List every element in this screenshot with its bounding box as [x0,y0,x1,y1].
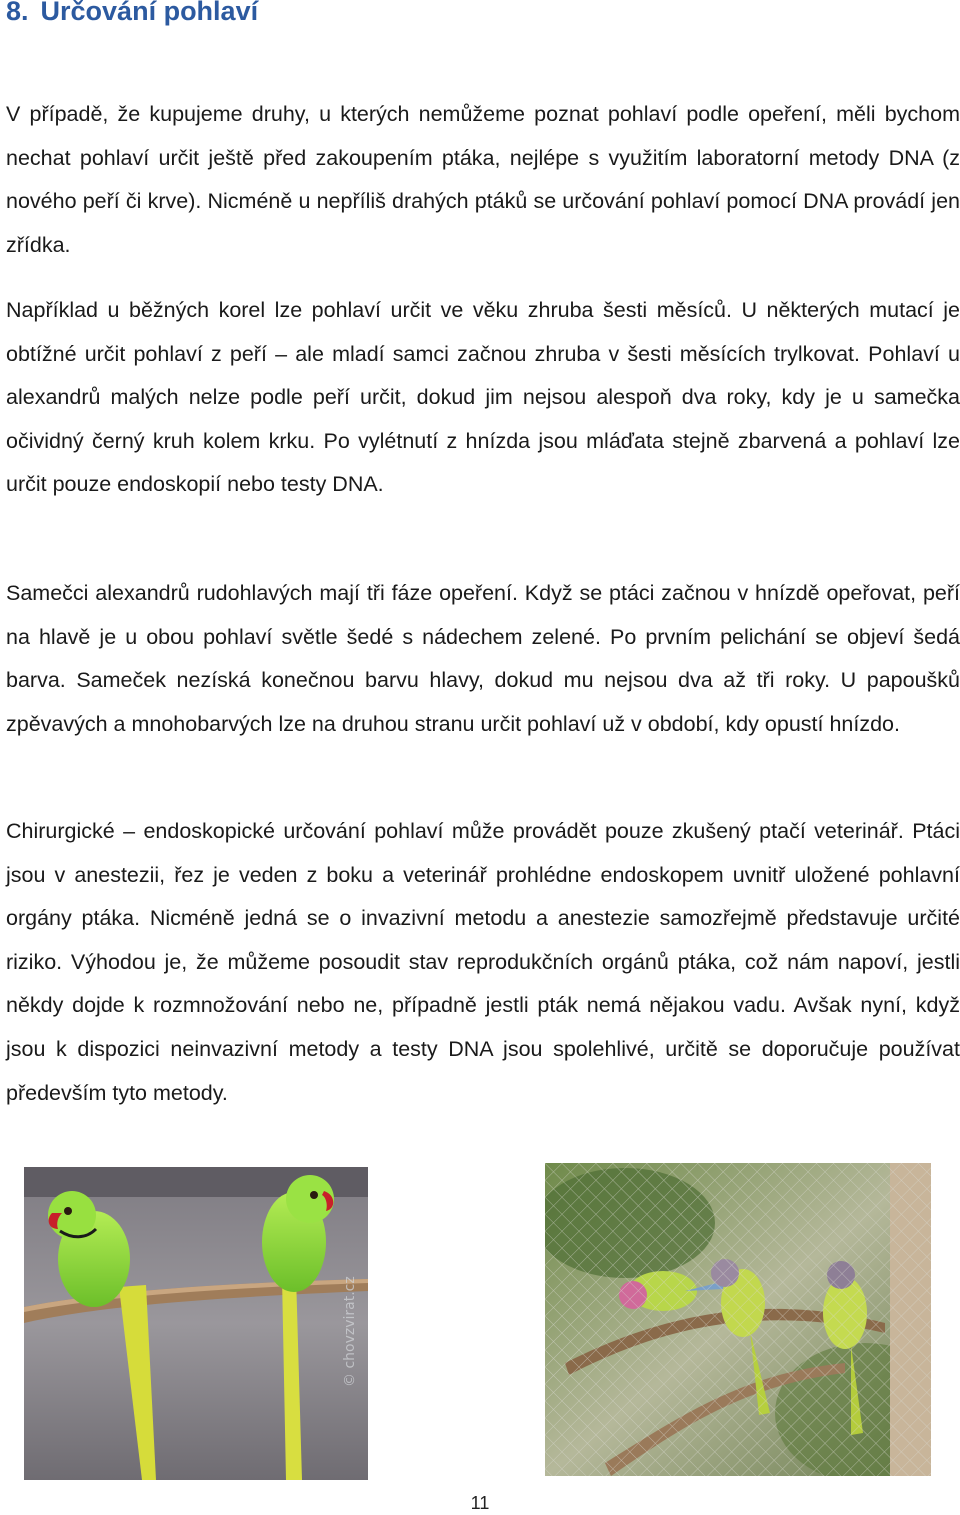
photo-ringneck-drawing [24,1167,368,1480]
photo-plumhead-parakeets [545,1163,931,1476]
photo-watermark: © chovzvirat.cz [342,1276,358,1387]
paragraph-plumage-phases: Samečci alexandrů rudohlavých mají tři fáze opeření. Když se ptáci začnou v hnízdě opeřovat, peří na hlavě je u obou pohlaví světle šedé s nádechem zelené. Po prvním pelichání se objeví šedá barva. Sameček nezíská konečnou barvu hlavy, dokud mu nejsou dva až tři roky. U papoušků zpěvavých a mnohobarvých lze na druhou stranu určit pohlaví už v období, kdy opustí hnízdo. [6,581,960,736]
page-number: 11 [470,1493,490,1513]
photo-plumhead-drawing [545,1163,931,1476]
section-heading [6,0,258,27]
paragraph-surgical-sexing: Chirurgické – endoskopické určování pohlaví může provádět pouze zkušený ptačí veterinář. Ptáci jsou v anestezii, řez je veden z boku a veterinář prohlédne endoskopem uvnitř uložené pohlavní orgány ptáka. Nicméně jedná se o invazivní metodu a anestezie samozřejmě představuje určité riziko. Výhodou je, že můžeme posoudit stav reprodukčních orgánů ptáka, což nám napoví, jestli někdy dojde k rozmnožování nebo ne, případně jestli pták nemá nějakou vadu. Avšak nyní, když jsou k dispozici neinvazivní metody a testy DNA jsou spolehlivé, určitě se doporučuje používat především tyto metody. [6,819,960,1105]
paragraph-dna-testing: V případě, že kupujeme druhy, u kterých nemůžeme poznat pohlaví podle opeření, měli bychom nechat pohlaví určit ještě před zakoupením ptáka, nejlépe s využitím laboratorní metody DNA (z nového peří či krve). Nicméně u nepříliš drahých ptáků se určování pohlaví pomocí DNA provádí jen zřídka. [6,102,960,257]
section-title: Určování pohlaví [40,0,259,26]
paragraph-age-sexing: Například u běžných korel lze pohlaví určit ve věku zhruba šesti měsíců. U některých mutací je obtížné určit pohlaví z peří – ale mladí samci začnou zhruba v šesti měsících trylkovat. Pohlaví u alexandrů malých nelze podle peří určit, dokud jim nejsou alespoň dva roky, kdy je u samečka očividný černý kruh kolem krku. Po vylétnutí z hnízda jsou mláďata stejně zbarvená a pohlaví lze určit pouze endoskopií nebo testy DNA. [6,298,960,497]
section-number: 8. [6,0,29,26]
photo-ringneck-parakeets [24,1167,368,1480]
